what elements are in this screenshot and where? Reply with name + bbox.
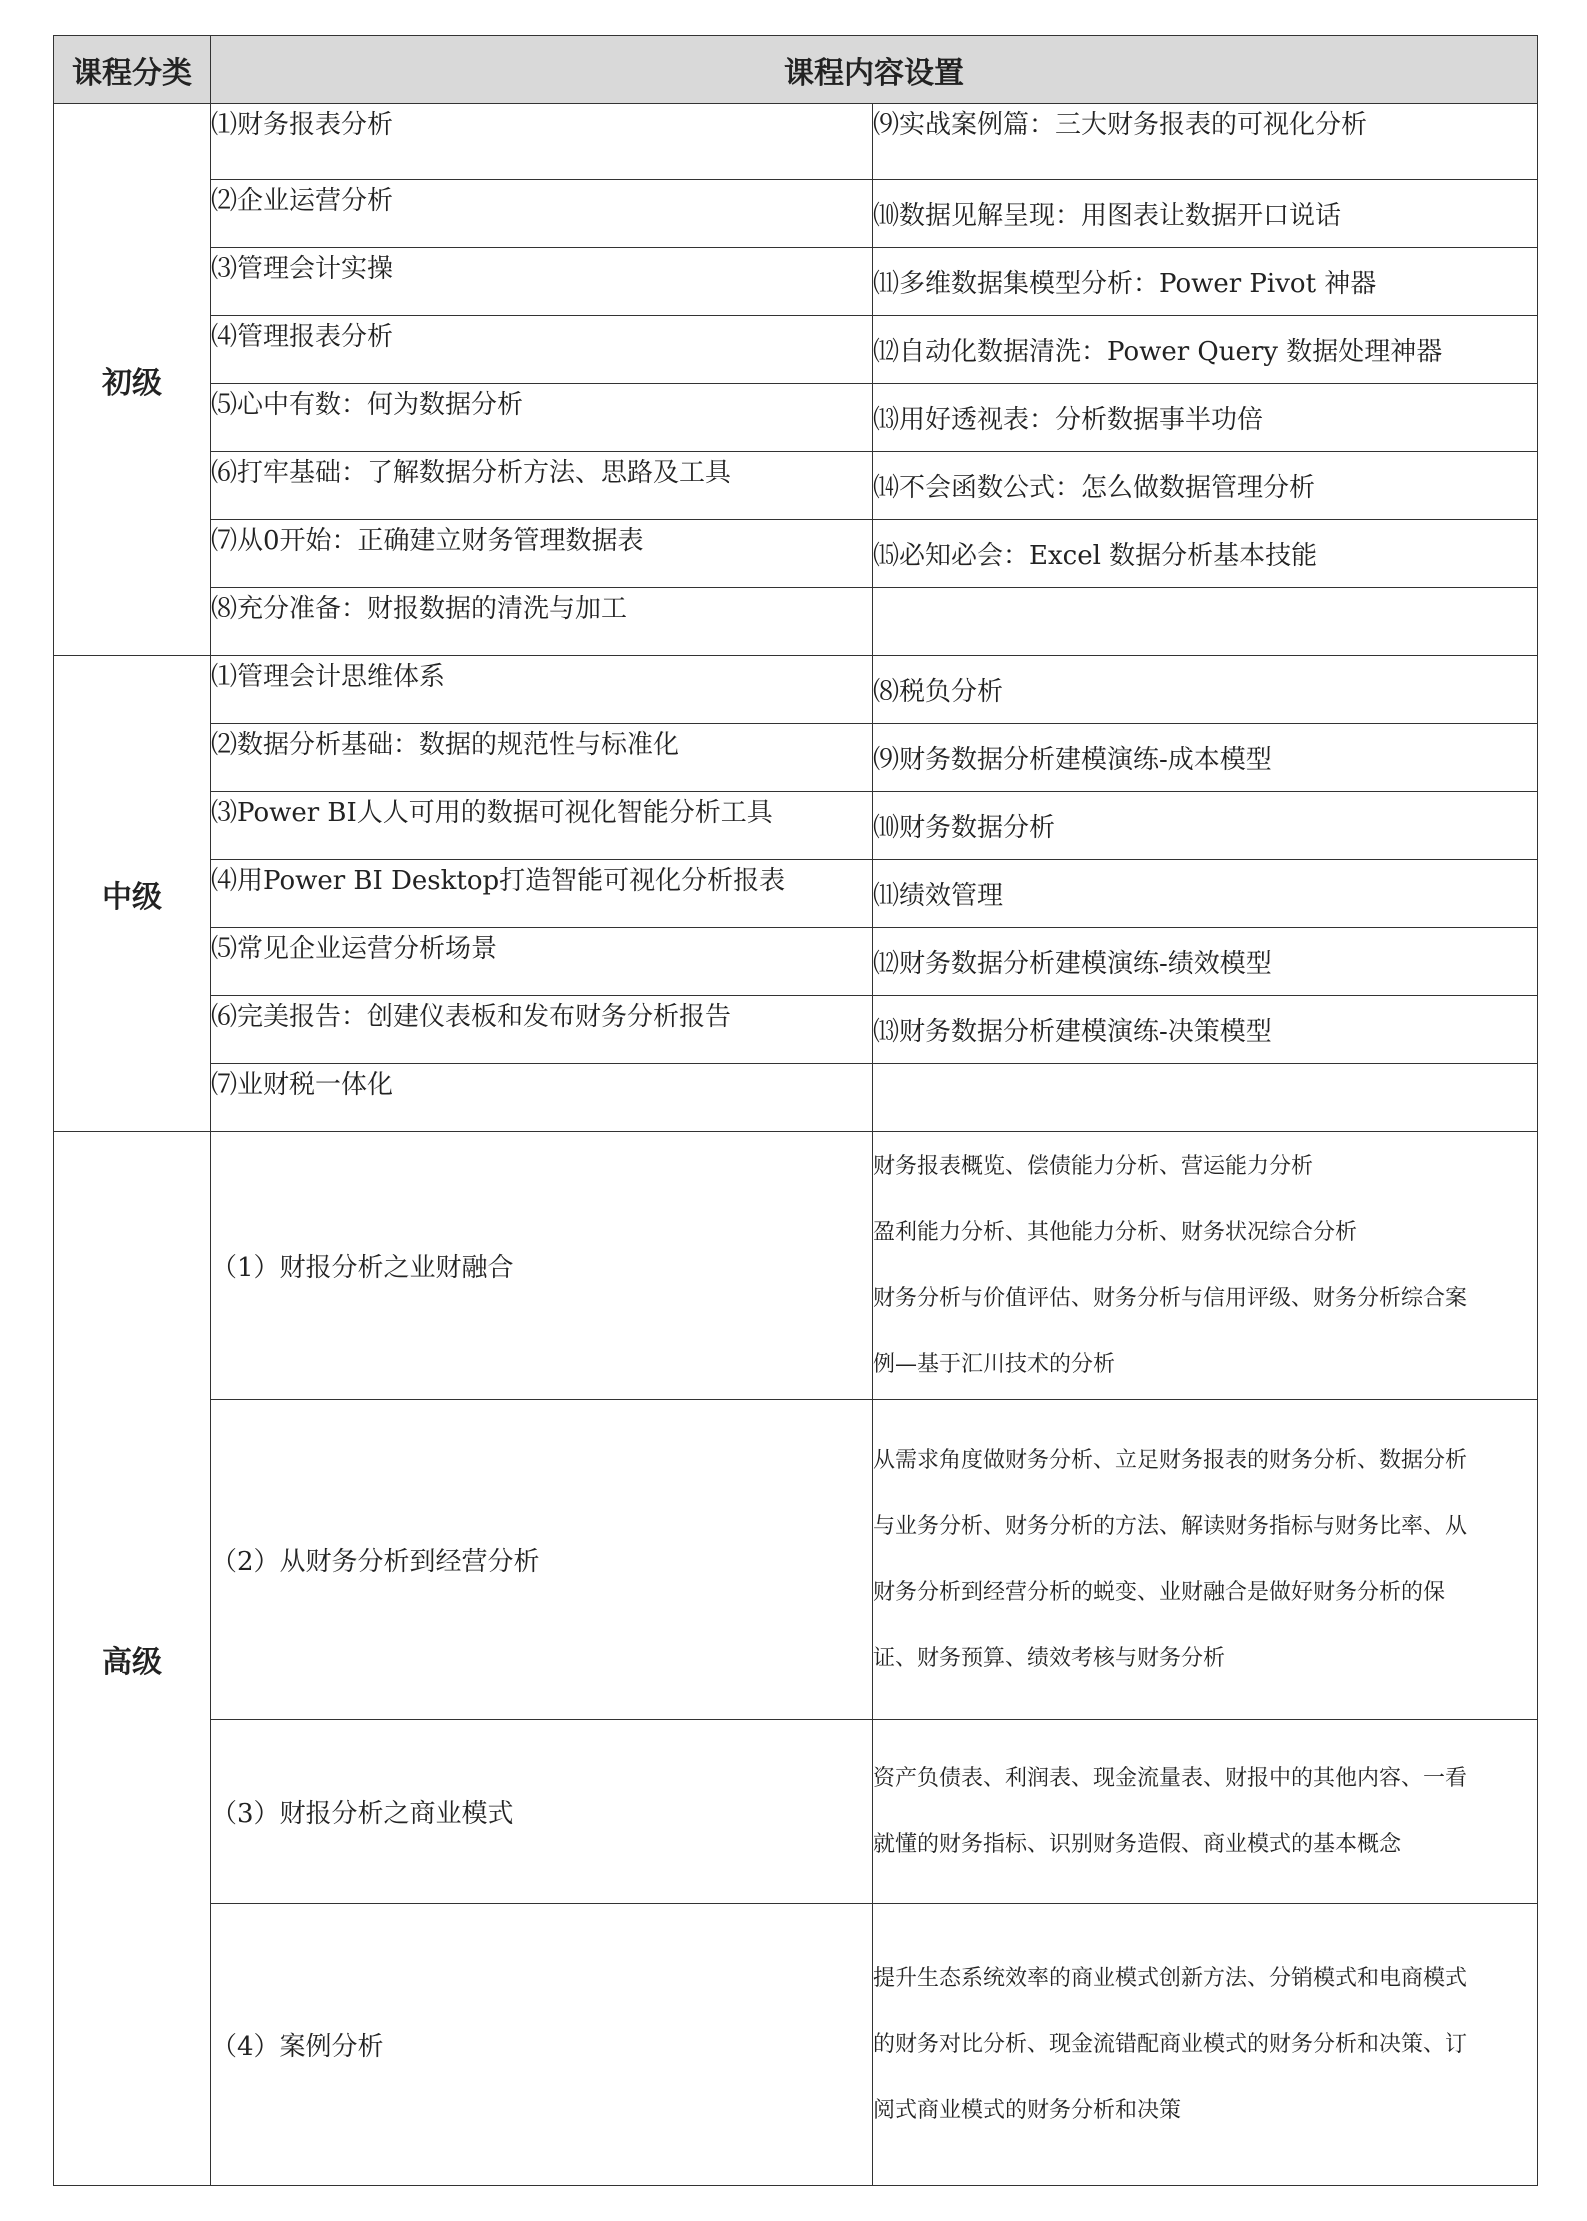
desc-line: 盈利能力分析、其他能力分析、财务状况综合分析 [873,1219,1358,1245]
beginner-row [54,520,1538,588]
beginner-row [54,384,1538,452]
beginner-row [54,180,1538,248]
beginner-item: ⑺从0开始：正确建立财务管理数据表 [211,520,873,588]
desc-line: 财务报表概览、偿债能力分析、营运能力分析 [873,1153,1314,1179]
intermediate-row [54,656,1538,724]
intermediate-row [54,860,1538,928]
advanced-row [54,1904,1538,2186]
advanced-item-name: （2）从财务分析到经营分析 [211,1400,873,1720]
beginner-item: ⑵企业运营分析 [211,180,873,248]
desc-line: 财务分析到经营分析的蜕变、业财融合是做好财务分析的保 [873,1579,1446,1605]
beginner-item: ⑷管理报表分析 [211,316,873,384]
beginner-row [54,248,1538,316]
intermediate-item: ⑶Power BI人人可用的数据可视化智能分析工具 [211,792,873,860]
header-row [54,36,1538,104]
desc-line: 提升生态系统效率的商业模式创新方法、分销模式和电商模式 [873,1965,1468,1991]
intermediate-row [54,1064,1538,1132]
level-advanced: 高级 [54,1132,211,2186]
beginner-item: ⑼实战案例篇：三大财务报表的可视化分析 [873,104,1538,180]
beginner-item: ⑶管理会计实操 [211,248,873,316]
level-beginner: 初级 [54,104,211,656]
intermediate-item: ⑹完美报告：创建仪表板和发布财务分析报告 [211,996,873,1064]
beginner-item: ⑿自动化数据清洗：Power Query 数据处理神器 [873,316,1538,384]
header-category: 课程分类 [54,36,211,104]
beginner-item: ⒂必知必会：Excel 数据分析基本技能 [873,520,1538,588]
beginner-item: ⑴财务报表分析 [211,104,873,180]
advanced-item-name: （1）财报分析之业财融合 [211,1132,873,1400]
intermediate-item: ⑾绩效管理 [873,860,1538,928]
beginner-item: ⑾多维数据集模型分析：Power Pivot 神器 [873,248,1538,316]
beginner-row [54,452,1538,520]
intermediate-item: ⑻税负分析 [873,656,1538,724]
beginner-item: ⑸心中有数：何为数据分析 [211,384,873,452]
intermediate-item: ⑼财务数据分析建模演练-成本模型 [873,724,1538,792]
advanced-item-desc [873,1132,1538,1400]
intermediate-item: ⑷用Power BI Desktop打造智能可视化分析报表 [211,860,873,928]
desc-line: 财务分析与价值评估、财务分析与信用评级、财务分析综合案 [873,1285,1468,1311]
desc-line: 资产负债表、利润表、现金流量表、财报中的其他内容、一看 [873,1765,1468,1791]
desc-line: 例—基于汇川技术的分析 [873,1351,1116,1377]
intermediate-item-empty [873,1064,1538,1132]
advanced-item-desc [873,1720,1538,1904]
intermediate-item: ⒀财务数据分析建模演练-决策模型 [873,996,1538,1064]
intermediate-item: ⑿财务数据分析建模演练-绩效模型 [873,928,1538,996]
beginner-item: ⑻充分准备：财报数据的清洗与加工 [211,588,873,656]
advanced-row [54,1720,1538,1904]
desc-line: 从需求角度做财务分析、立足财务报表的财务分析、数据分析 [873,1447,1468,1473]
intermediate-item: ⑴管理会计思维体系 [211,656,873,724]
advanced-item-name: （4）案例分析 [211,1904,873,2186]
intermediate-item: ⑵数据分析基础：数据的规范性与标准化 [211,724,873,792]
intermediate-item: ⑸常见企业运营分析场景 [211,928,873,996]
desc-line: 与业务分析、财务分析的方法、解读财务指标与财务比率、从 [873,1513,1468,1539]
advanced-row [54,1132,1538,1400]
intermediate-row [54,792,1538,860]
advanced-row [54,1400,1538,1720]
advanced-item-name: （3）财报分析之商业模式 [211,1720,873,1904]
level-intermediate: 中级 [54,656,211,1132]
intermediate-item: ⑺业财税一体化 [211,1064,873,1132]
beginner-item: ⒁不会函数公式：怎么做数据管理分析 [873,452,1538,520]
course-table [53,35,1538,2186]
intermediate-row [54,724,1538,792]
desc-line: 阅式商业模式的财务分析和决策 [873,2097,1182,2123]
intermediate-row [54,928,1538,996]
beginner-row [54,588,1538,656]
desc-line: 就懂的财务指标、识别财务造假、商业模式的基本概念 [873,1831,1402,1857]
header-content: 课程内容设置 [211,36,1538,104]
beginner-item-empty [873,588,1538,656]
beginner-row [54,104,1538,180]
beginner-item: ⑹打牢基础：了解数据分析方法、思路及工具 [211,452,873,520]
intermediate-row [54,996,1538,1064]
beginner-item: ⒀用好透视表：分析数据事半功倍 [873,384,1538,452]
beginner-item: ⑽数据见解呈现：用图表让数据开口说话 [873,180,1538,248]
advanced-item-desc [873,1400,1538,1720]
advanced-item-desc [873,1904,1538,2186]
desc-line: 的财务对比分析、现金流错配商业模式的财务分析和决策、订 [873,2031,1468,2057]
desc-line: 证、财务预算、绩效考核与财务分析 [873,1645,1226,1671]
intermediate-item: ⑽财务数据分析 [873,792,1538,860]
beginner-row [54,316,1538,384]
